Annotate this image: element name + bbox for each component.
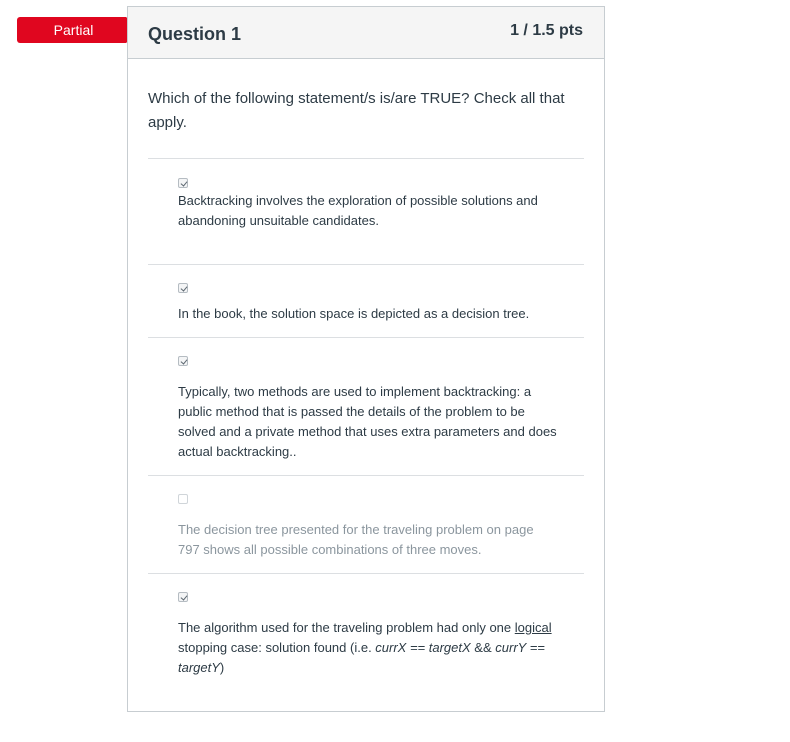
- question-card: [127, 6, 605, 712]
- answer-option-2[interactable]: [148, 265, 584, 338]
- checkbox-checked-icon[interactable]: [178, 592, 188, 602]
- logical-link[interactable]: logical: [514, 620, 552, 635]
- answer-option-3[interactable]: [148, 338, 584, 476]
- answer-code-curry: currY == targetY: [178, 640, 545, 675]
- answer-code-currx: currX == targetX: [375, 640, 471, 655]
- answer-option-5[interactable]: [148, 574, 584, 694]
- question-points: 1 / 1.5 pts: [510, 22, 583, 39]
- answer-text-part: &&: [470, 640, 496, 655]
- answer-text-part: stopping case: solution found (i.e.: [178, 640, 376, 655]
- question-text: Which of the following statement/s is/are TRUE? Check all that apply.: [148, 90, 565, 131]
- partial-score-badge: [17, 17, 126, 43]
- answer-text: Typically, two methods are used to implement backtracking: a public method that is passed the details of the problem to be solved and a private method that uses extra parameters and does actual backtracking..: [178, 384, 557, 459]
- checkbox-checked-icon[interactable]: [178, 283, 188, 293]
- answer-text: Backtracking involves the exploration of possible solutions and abandoning unsuitable candidates.: [178, 193, 538, 228]
- answer-text-part: The algorithm used for the traveling problem had only one: [178, 620, 515, 635]
- answer-text: The decision tree presented for the traveling problem on page 797 shows all possible combinations of three moves.: [178, 522, 534, 557]
- question-title: Question 1: [148, 24, 242, 44]
- badge-label: Partial: [53, 22, 94, 38]
- checkbox-checked-icon[interactable]: [178, 178, 188, 188]
- checkbox-checked-icon[interactable]: [178, 356, 188, 366]
- answer-option-1[interactable]: [148, 159, 584, 265]
- answer-text-part: ): [219, 660, 225, 675]
- answer-list: [148, 158, 584, 694]
- question-header: [128, 7, 604, 59]
- answer-option-4[interactable]: [148, 476, 584, 574]
- answer-text: [178, 618, 558, 678]
- answer-text: In the book, the solution space is depicted as a decision tree.: [178, 306, 530, 321]
- checkbox-unchecked-icon[interactable]: [178, 494, 188, 504]
